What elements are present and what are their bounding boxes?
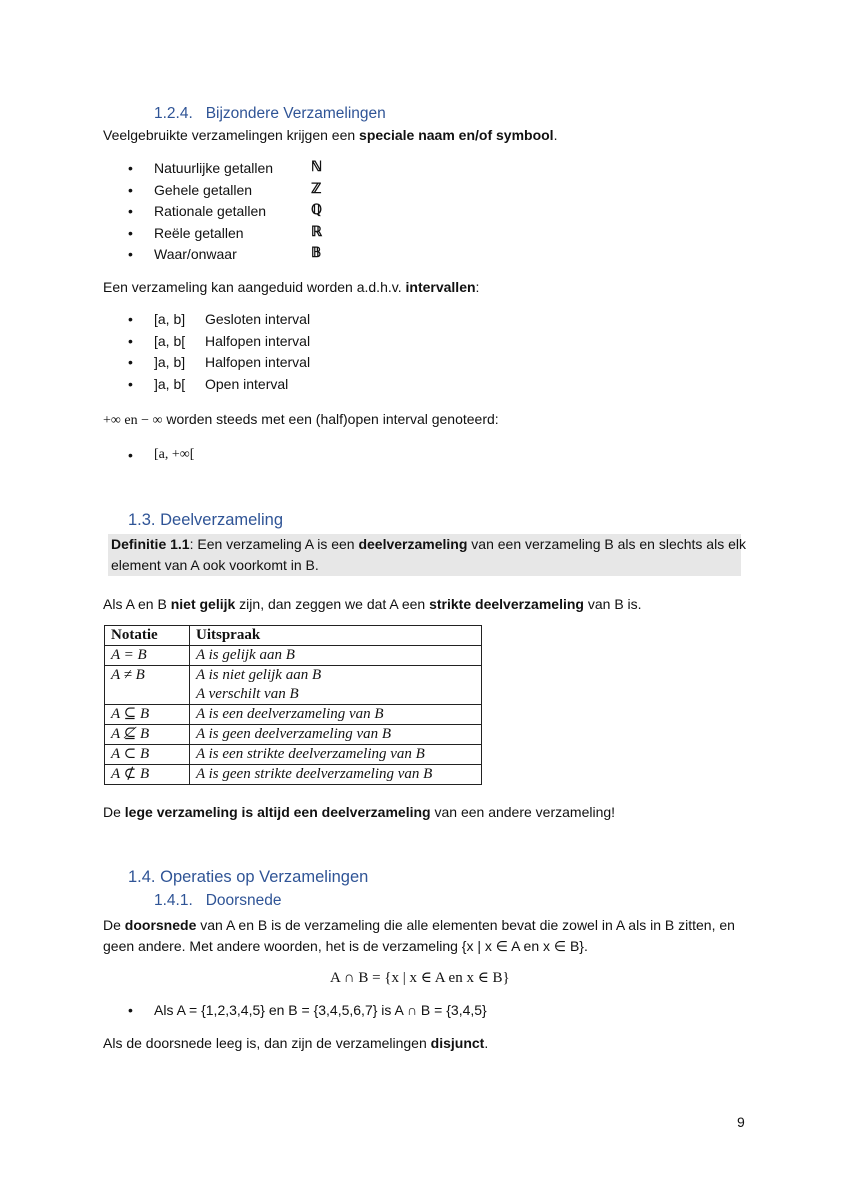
interval-notation: ]a, b[	[154, 376, 186, 392]
intersection-paragraph-line-1	[103, 915, 735, 935]
interval-label: Halfopen interval	[205, 333, 311, 349]
text: De	[103, 804, 125, 820]
table-row	[105, 705, 482, 725]
infinity-example: [a, +∞[	[154, 447, 195, 462]
set-symbol: 𝔹	[311, 246, 322, 261]
list-item: •	[128, 225, 133, 241]
intersection-formula: A ∩ B = {x | x ∈ A en x ∈ B}	[330, 970, 510, 986]
intersection-example: Als A = {1,2,3,4,5} en B = {3,4,5,6,7} is A ∩ B = {3,4,5}	[154, 1002, 487, 1018]
bold-text: niet gelijk	[170, 596, 236, 612]
bold-text: deelverzameling	[358, 536, 468, 552]
bold-text: disjunct	[430, 1035, 485, 1051]
table-row	[105, 745, 482, 765]
text: Als A en B	[103, 596, 171, 612]
bold-text: speciale naam en/of symbool	[359, 127, 554, 143]
sets-intro-paragraph	[103, 125, 557, 145]
list-item: •	[128, 354, 133, 370]
set-name: Natuurlijke getallen	[154, 160, 274, 176]
section-heading-1-3: 1.3. Deelverzameling	[128, 511, 283, 529]
text: Als de doorsnede leeg is, dan zijn de verzamelingen	[103, 1035, 431, 1051]
table-row	[105, 725, 482, 745]
text: :	[475, 279, 480, 295]
table-header: Uitspraak	[190, 626, 482, 646]
section-number: 1.2.4.	[154, 105, 193, 122]
set-name: Waar/onwaar	[154, 246, 237, 262]
text: van een verzameling B als en slechts als elk	[467, 536, 746, 552]
intersection-paragraph-line-2: geen andere. Met andere woorden, het is de verzameling {x | x ∈ A en x ∈ B}.	[103, 938, 588, 954]
bold-text: doorsnede	[124, 917, 197, 933]
section-heading-1-4: 1.4. Operaties op Verzamelingen	[128, 868, 369, 886]
interval-label: Gesloten interval	[205, 311, 311, 327]
text: Veelgebruikte verzamelingen krijgen een	[103, 127, 360, 143]
set-name: Rationale getallen	[154, 203, 267, 219]
table-row	[105, 765, 482, 785]
infinity-paragraph	[103, 409, 499, 431]
text: van B is.	[583, 596, 642, 612]
set-symbol: ℤ	[311, 182, 322, 197]
text: Een verzameling kan aangeduid worden a.d.h.v.	[103, 279, 406, 295]
disjoint-paragraph	[103, 1033, 488, 1053]
table-cell-notation: A ⊄ B	[105, 765, 190, 785]
list-item: •	[128, 246, 133, 262]
list-item: •	[128, 182, 133, 198]
table-row	[105, 666, 482, 705]
interval-notation: [a, b]	[154, 311, 186, 327]
text: .	[484, 1035, 489, 1051]
text: .	[553, 127, 558, 143]
text: van A en B is de verzameling die alle elementen bevat die zowel in A als in B zitten, en	[196, 917, 735, 933]
set-name: Gehele getallen	[154, 182, 253, 198]
list-item: •	[128, 376, 133, 392]
section-title: Bijzondere Verzamelingen	[205, 105, 386, 122]
list-item: •	[128, 160, 133, 176]
list-item: •	[128, 1002, 133, 1018]
interval-label: Halfopen interval	[205, 354, 311, 370]
section-title: Doorsnede	[205, 892, 282, 909]
page-number: 9	[737, 1114, 745, 1130]
set-name: Reële getallen	[154, 225, 244, 241]
table-cell-description: A is een deelverzameling van B	[190, 705, 482, 725]
text: worden steeds met een (half)open interval genoteerd:	[162, 411, 499, 427]
text: : Een verzameling A is een	[189, 536, 359, 552]
interval-label: Open interval	[205, 376, 289, 392]
table-header: Notatie	[105, 626, 190, 646]
bold-text: intervallen	[405, 279, 476, 295]
subsection-heading-1-4-1	[154, 892, 282, 910]
description-line: A is niet gelijk aan B	[196, 667, 322, 683]
set-symbol: ℝ	[311, 225, 323, 240]
set-symbol: ℚ	[311, 203, 323, 218]
list-item: •	[128, 333, 133, 349]
description-line: A verschilt van B	[196, 686, 299, 702]
table-cell-description: A is geen deelverzameling van B	[190, 725, 482, 745]
table-cell-notation: A ≠ B	[105, 666, 190, 705]
bold-text: strikte deelverzameling	[429, 596, 584, 612]
notation-table-wrapper	[104, 625, 482, 785]
table-cell-notation: A ⊂ B	[105, 745, 190, 765]
table-header-row	[105, 626, 482, 646]
text: De	[103, 917, 125, 933]
strict-subset-paragraph	[103, 594, 642, 614]
interval-intro-paragraph	[103, 277, 479, 297]
table-cell-description	[190, 666, 482, 705]
list-item: •	[128, 203, 133, 219]
table-cell-notation: A = B	[105, 646, 190, 666]
infinity-math: +∞ en − ∞	[103, 413, 163, 428]
table-row	[105, 646, 482, 666]
section-heading-1-2-4	[154, 105, 386, 123]
text: van een andere verzameling!	[430, 804, 616, 820]
interval-notation: ]a, b]	[154, 354, 186, 370]
definition-label: Definitie 1.1	[111, 536, 190, 552]
table-cell-notation: A ⊆ B	[105, 705, 190, 725]
table-cell-notation: A ⊈ B	[105, 725, 190, 745]
table-cell-description: A is gelijk aan B	[190, 646, 482, 666]
list-item: •	[128, 447, 133, 463]
table-cell-description: A is een strikte deelverzameling van B	[190, 745, 482, 765]
table-cell-description: A is geen strikte deelverzameling van B	[190, 765, 482, 785]
definition-line-2: element van A ook voorkomt in B.	[111, 557, 319, 573]
section-number: 1.4.1.	[154, 892, 193, 909]
set-symbol: ℕ	[311, 160, 323, 175]
bold-text: lege verzameling is altijd een deelverzameling	[124, 804, 431, 820]
list-item: •	[128, 311, 133, 327]
definition-box	[108, 534, 746, 576]
text: zijn, dan zeggen we dat A een	[235, 596, 430, 612]
definition-line-1	[111, 534, 746, 554]
interval-notation: [a, b[	[154, 333, 186, 349]
notation-table	[104, 625, 482, 785]
empty-set-paragraph	[103, 802, 615, 822]
